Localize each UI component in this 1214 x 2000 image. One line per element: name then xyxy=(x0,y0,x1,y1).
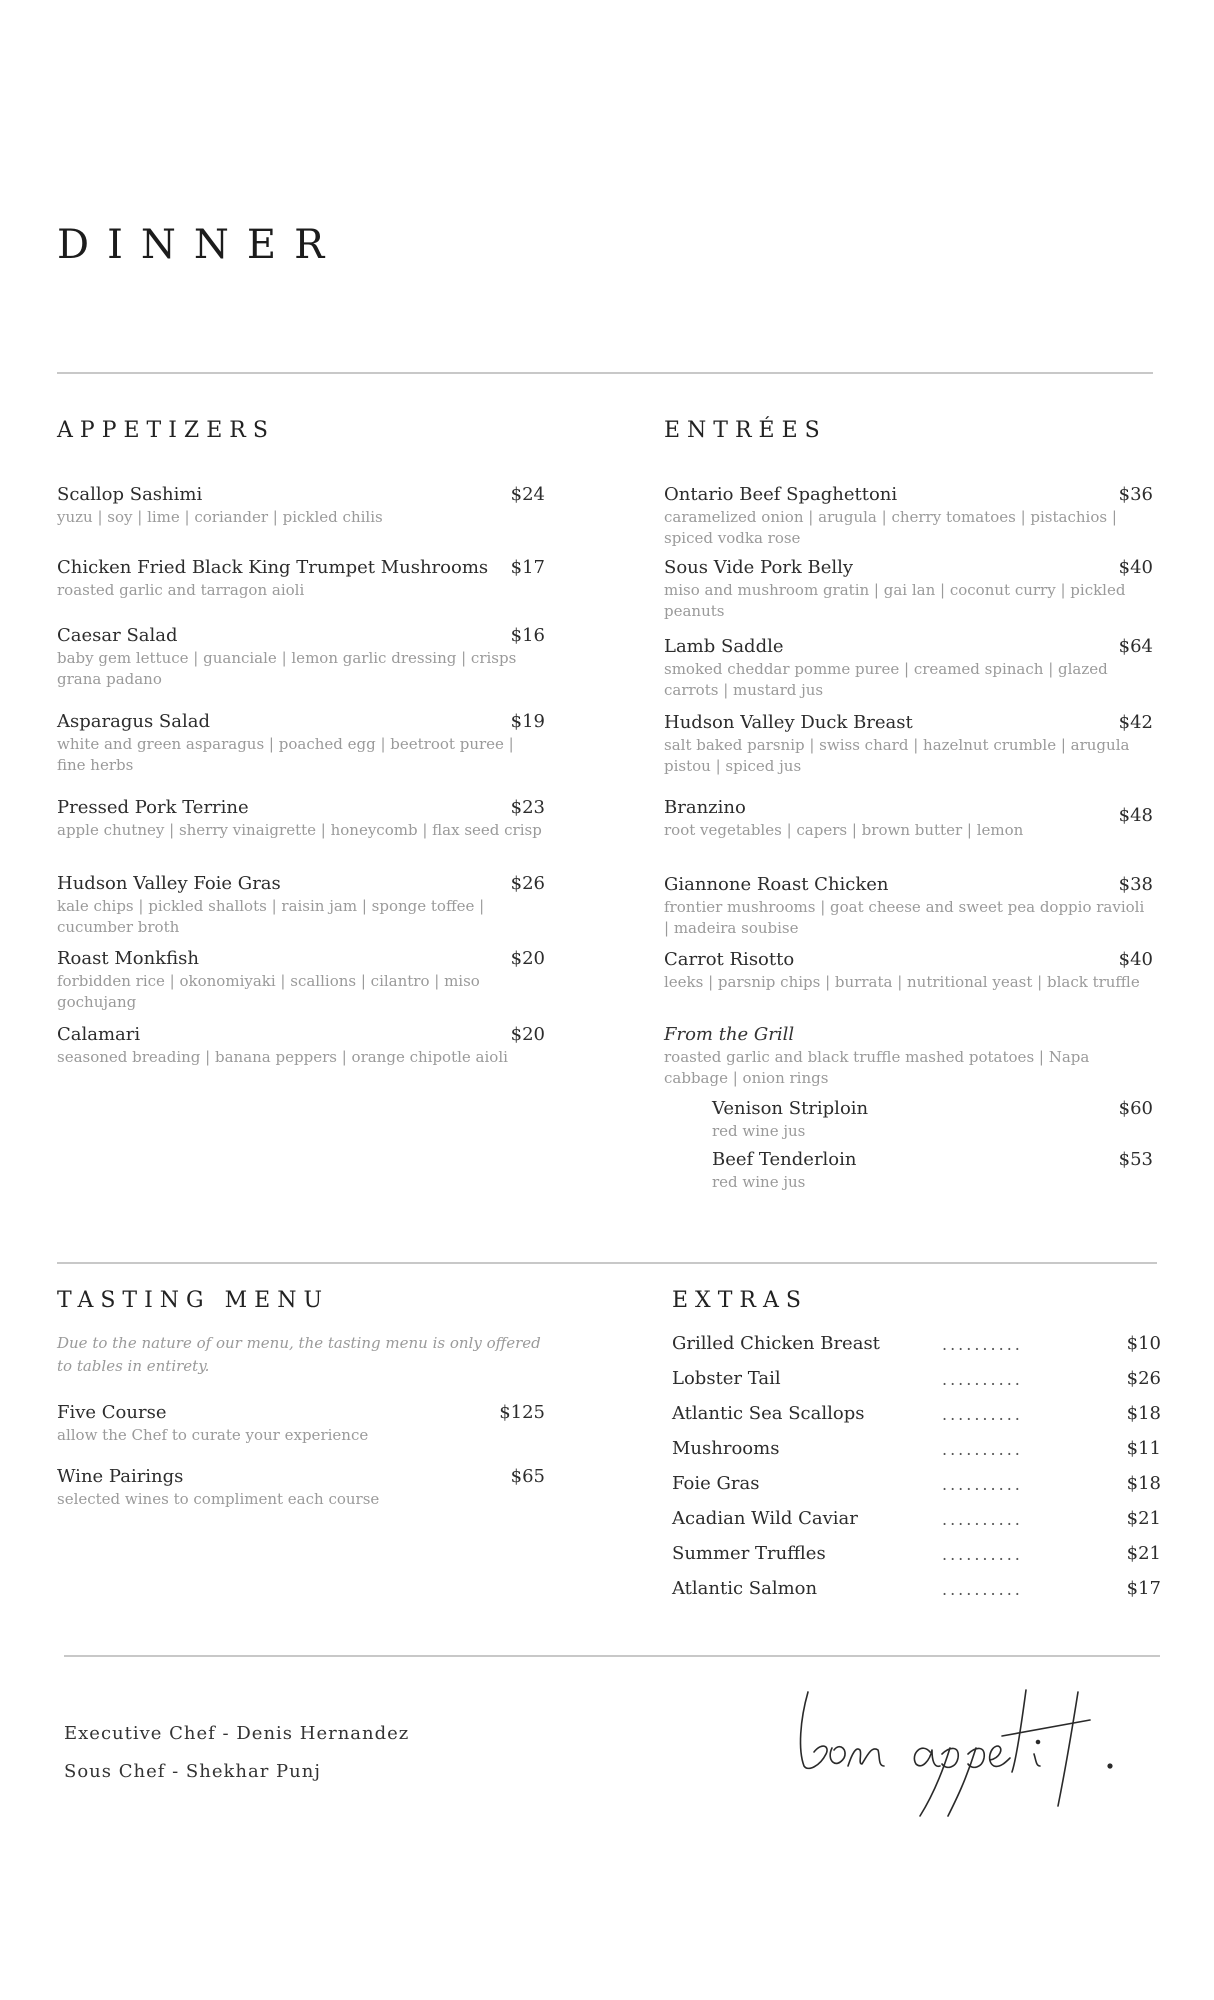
dot-leader: .......... xyxy=(942,1405,1023,1424)
extra-name: Foie Gras xyxy=(672,1473,760,1494)
item-desc: smoked cheddar pomme puree | creamed spinach | glazed carrots | mustard jus xyxy=(664,660,1108,699)
menu-item xyxy=(57,1024,545,1068)
item-price: $65 xyxy=(510,1466,545,1487)
item-name: Hudson Valley Duck Breast xyxy=(664,712,913,733)
item-name: Hudson Valley Foie Gras xyxy=(57,873,281,894)
item-desc: white and green asparagus | poached egg | beetroot puree | fine herbs xyxy=(57,735,514,774)
signature-bon-appetit xyxy=(790,1680,1180,1820)
item-desc: leeks | parsnip chips | burrata | nutritional yeast | black truffle xyxy=(664,973,1140,991)
list-item xyxy=(672,1333,1161,1361)
item-name: Asparagus Salad xyxy=(57,711,210,732)
extra-name: Atlantic Sea Scallops xyxy=(672,1403,865,1424)
menu-item xyxy=(664,797,1153,841)
extra-price: $21 xyxy=(1126,1508,1161,1529)
item-name: Pressed Pork Terrine xyxy=(57,797,249,818)
menu-item xyxy=(664,949,1153,993)
item-price: $40 xyxy=(1118,557,1153,578)
extra-name: Acadian Wild Caviar xyxy=(672,1508,858,1529)
item-desc: yuzu | soy | lime | coriander | pickled chilis xyxy=(57,508,383,526)
item-desc: frontier mushrooms | goat cheese and sweet pea doppio ravioli | madeira soubise xyxy=(664,898,1145,937)
item-desc: red wine jus xyxy=(712,1122,806,1140)
tasting-section xyxy=(57,1332,545,1508)
menu-item xyxy=(57,711,545,776)
menu-item xyxy=(57,1466,545,1510)
menu-item xyxy=(664,874,1153,939)
menu-item xyxy=(57,948,545,1013)
item-price: $53 xyxy=(1118,1149,1153,1170)
extra-name: Grilled Chicken Breast xyxy=(672,1333,880,1354)
grill-desc: roasted garlic and black truffle mashed potatoes | Napa cabbage | onion rings xyxy=(664,1048,1090,1087)
item-name: Lamb Saddle xyxy=(664,636,784,657)
item-name: Sous Vide Pork Belly xyxy=(664,557,854,578)
menu-item xyxy=(57,484,545,528)
extra-name: Lobster Tail xyxy=(672,1368,781,1389)
item-name: Five Course xyxy=(57,1402,167,1423)
bottom-divider xyxy=(64,1655,1160,1657)
page-title: DINNER xyxy=(57,222,343,268)
menu-item xyxy=(57,797,545,841)
item-name: Branzino xyxy=(664,797,746,818)
item-price: $42 xyxy=(1118,712,1153,733)
item-name: Ontario Beef Spaghettoni xyxy=(664,484,898,505)
tasting-heading: TASTING MENU xyxy=(57,1288,329,1313)
item-price: $17 xyxy=(510,557,545,578)
dot-leader: .......... xyxy=(942,1370,1023,1389)
menu-item xyxy=(664,557,1153,622)
executive-chef: Executive Chef - Denis Hernandez xyxy=(64,1723,410,1744)
extras-list xyxy=(672,1333,1161,1599)
item-name: Venison Striploin xyxy=(712,1098,869,1119)
menu-item xyxy=(664,712,1153,777)
sous-chef: Sous Chef - Shekhar Punj xyxy=(64,1761,321,1782)
middle-divider xyxy=(57,1262,1157,1264)
list-item xyxy=(672,1543,1161,1571)
item-price: $40 xyxy=(1118,949,1153,970)
item-desc: roasted garlic and tarragon aioli xyxy=(57,581,305,599)
item-desc: baby gem lettuce | guanciale | lemon garlic dressing | crisps grana padano xyxy=(57,649,517,688)
grill-section xyxy=(664,1024,1153,1089)
item-price: $48 xyxy=(1118,805,1153,826)
item-name: Beef Tenderloin xyxy=(712,1149,857,1170)
list-item xyxy=(672,1368,1161,1396)
menu-item xyxy=(57,557,545,601)
extra-price: $18 xyxy=(1126,1403,1161,1424)
item-price: $20 xyxy=(510,948,545,969)
extra-price: $18 xyxy=(1126,1473,1161,1494)
item-price: $60 xyxy=(1118,1098,1153,1119)
item-price: $20 xyxy=(510,1024,545,1045)
top-divider xyxy=(57,372,1153,374)
tasting-note: Due to the nature of our menu, the tasting menu is only offered to tables in entirety. xyxy=(57,1334,541,1375)
menu-item xyxy=(57,625,545,690)
grill-heading: From the Grill xyxy=(664,1024,795,1045)
list-item xyxy=(672,1578,1161,1606)
item-price: $24 xyxy=(510,484,545,505)
item-price: $125 xyxy=(499,1402,545,1423)
list-item xyxy=(672,1403,1161,1431)
list-item xyxy=(672,1473,1161,1501)
item-name: Roast Monkfish xyxy=(57,948,199,969)
menu-item xyxy=(57,1402,545,1446)
item-desc: selected wines to compliment each course xyxy=(57,1490,380,1508)
item-name: Caesar Salad xyxy=(57,625,178,646)
item-desc: seasoned breading | banana peppers | orange chipotle aioli xyxy=(57,1048,508,1066)
item-desc: miso and mushroom gratin | gai lan | coconut curry | pickled peanuts xyxy=(664,581,1126,620)
item-name: Scallop Sashimi xyxy=(57,484,203,505)
item-price: $16 xyxy=(510,625,545,646)
menu-item xyxy=(712,1098,1153,1142)
dot-leader: .......... xyxy=(942,1545,1023,1564)
menu-item xyxy=(57,873,545,938)
menu-item xyxy=(664,636,1153,701)
item-desc: apple chutney | sherry vinaigrette | honeycomb | flax seed crisp xyxy=(57,821,542,839)
item-name: Giannone Roast Chicken xyxy=(664,874,889,895)
extra-name: Mushrooms xyxy=(672,1438,780,1459)
item-price: $26 xyxy=(510,873,545,894)
extra-price: $17 xyxy=(1126,1578,1161,1599)
item-name: Chicken Fried Black King Trumpet Mushrooms xyxy=(57,557,489,578)
menu-item xyxy=(664,484,1153,549)
item-desc: red wine jus xyxy=(712,1173,806,1191)
dot-leader: .......... xyxy=(942,1580,1023,1599)
extra-price: $10 xyxy=(1126,1333,1161,1354)
item-price: $64 xyxy=(1118,636,1153,657)
item-desc: kale chips | pickled shallots | raisin jam | sponge toffee | cucumber broth xyxy=(57,897,485,936)
item-desc: root vegetables | capers | brown butter | lemon xyxy=(664,821,1024,839)
item-price: $19 xyxy=(510,711,545,732)
extras-heading: EXTRAS xyxy=(672,1288,808,1313)
item-desc: forbidden rice | okonomiyaki | scallions | cilantro | miso gochujang xyxy=(57,972,480,1011)
list-item xyxy=(672,1438,1161,1466)
dot-leader: .......... xyxy=(942,1510,1023,1529)
dot-leader: .......... xyxy=(942,1440,1023,1459)
menu-item xyxy=(712,1149,1153,1193)
item-name: Calamari xyxy=(57,1024,141,1045)
list-item xyxy=(672,1508,1161,1536)
item-desc: caramelized onion | arugula | cherry tomatoes | pistachios | spiced vodka rose xyxy=(664,508,1117,547)
item-name: Carrot Risotto xyxy=(664,949,795,970)
extra-name: Summer Truffles xyxy=(672,1543,826,1564)
item-name: Wine Pairings xyxy=(57,1466,184,1487)
extra-price: $26 xyxy=(1126,1368,1161,1389)
entrees-heading: ENTRÉES xyxy=(664,418,827,443)
item-price: $38 xyxy=(1118,874,1153,895)
dot-leader: .......... xyxy=(942,1335,1023,1354)
appetizers-heading: APPETIZERS xyxy=(57,418,275,443)
extra-name: Atlantic Salmon xyxy=(672,1578,818,1599)
dot-leader: .......... xyxy=(942,1475,1023,1494)
extra-price: $21 xyxy=(1126,1543,1161,1564)
item-price: $36 xyxy=(1118,484,1153,505)
item-price: $23 xyxy=(510,797,545,818)
item-desc: salt baked parsnip | swiss chard | hazelnut crumble | arugula pistou | spiced jus xyxy=(664,736,1130,775)
item-desc: allow the Chef to curate your experience xyxy=(57,1426,369,1444)
extra-price: $11 xyxy=(1126,1438,1161,1459)
